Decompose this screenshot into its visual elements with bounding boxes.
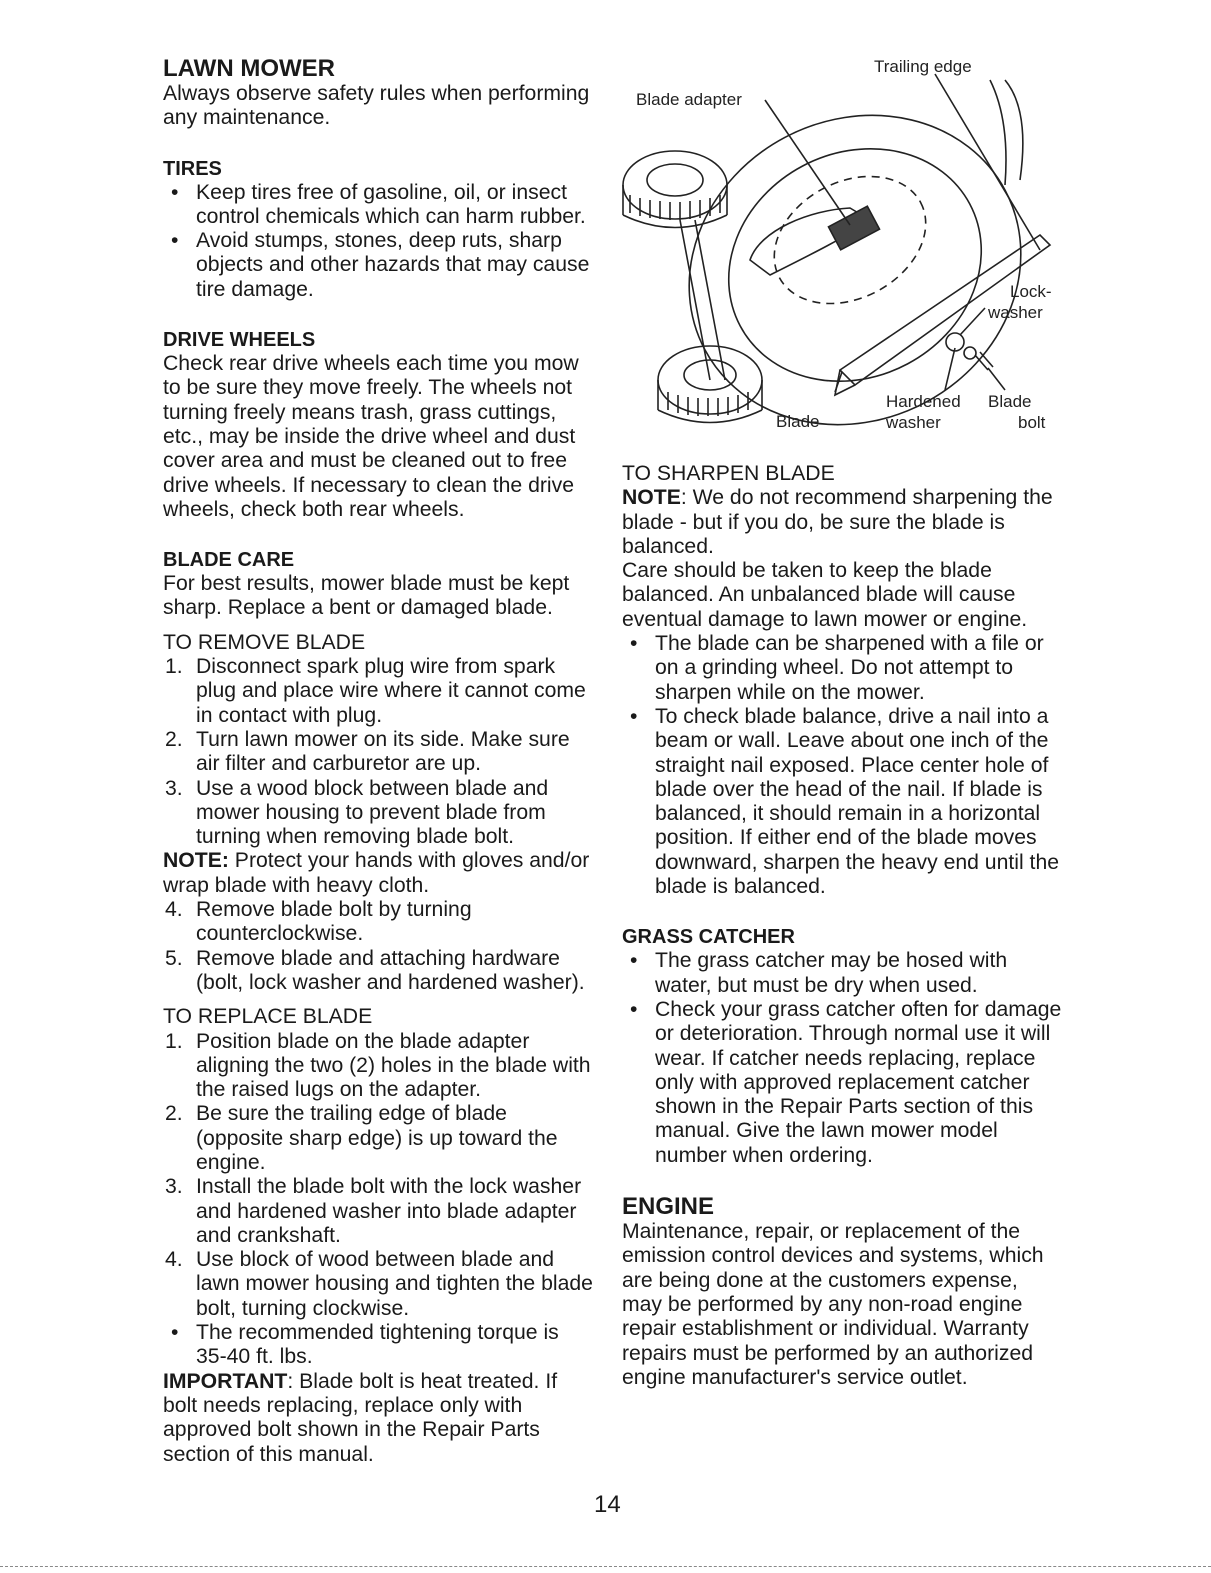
rear-wheel-tread <box>658 380 762 423</box>
remove-blade-note: NOTE: Protect your hands with gloves and/or wrap blade with heavy cloth. <box>163 849 590 897</box>
drive-wheels-text: Check rear drive wheels each time you mow to be sure they move freely. The wheels not turning freely means trash, grass cuttings, etc., may be inside the drive wheel and dust cover area and must be cleaned out to free drive wheels. If necessary to clean the drive wheels, check both rear wheels. <box>163 352 579 521</box>
replace-blade-heading: TO REPLACE BLADE <box>163 1005 373 1029</box>
engine-heading: ENGINE <box>622 1193 715 1221</box>
list-item: 4. Use block of wood between blade and lawn mower housing and tighten the blade bolt, turning clockwise. <box>165 1248 593 1320</box>
label-trailing-edge: Trailing edge <box>874 57 972 76</box>
engine-text: Maintenance, repair, or replacement of the emission control devices and systems, which are being done at the customers expense, may be performed by any non-road engine repair establishment or individual. Warranty repairs must be performed by an authorized engine manufacturer's service outlet. <box>622 1220 1044 1389</box>
list-item: • To check blade balance, drive a nail into a beam or wall. Leave about one inch of the straight nail exposed. Place center hole of blade over the head of the nail. If blade is balanced, it should remain in a horizontal position. If either end of the blade moves downward, sharpen the heavy end until the blade is balanced. <box>630 704 1060 899</box>
important-note: IMPORTANT: Blade bolt is heat treated. If bolt needs replacing, replace only with approved bolt shown in the Repair Parts section of this manual. <box>163 1369 558 1466</box>
list-item: • The blade can be sharpened with a file or on a grinding wheel. Do not attempt to sharpen while on the mower. <box>630 632 1044 704</box>
blade-care-heading: BLADE CARE <box>163 549 295 572</box>
right-column <box>622 462 1062 1390</box>
list-item: 3. Use a wood block between blade and mower housing to prevent blade from turning when removing blade bolt. <box>165 776 549 849</box>
deck-inner <box>688 105 1023 425</box>
list-item: 2. Turn lawn mower on its side. Make sure air filter and carburetor are up. <box>165 727 570 776</box>
front-wheel-hub <box>647 164 703 196</box>
drive-wheels-heading: DRIVE WHEELS <box>163 329 316 352</box>
grass-catcher-list <box>622 949 1062 1168</box>
front-wheel <box>623 151 727 219</box>
rear-wheel-treads <box>668 392 748 416</box>
replace-blade-steps <box>163 1030 595 1370</box>
remove-blade-heading: TO REMOVE BLADE <box>163 630 366 654</box>
lawn-mower-heading: LAWN MOWER <box>163 55 335 82</box>
list-item: 4. Remove blade bolt by turning counterclockwise. <box>165 898 472 946</box>
blade-care-text: For best results, mower blade must be kept sharp. Replace a bent or damaged blade. <box>163 572 570 620</box>
axle <box>680 220 725 380</box>
sharpen-list <box>622 632 1062 899</box>
left-column <box>163 56 595 1467</box>
label-hardened-1: Hardened <box>886 392 961 411</box>
lawn-mower-intro: Always observe safety rules when performing any maintenance. <box>163 82 590 130</box>
list-item: 2. Be sure the trailing edge of blade (opposite sharp edge) is up toward the engine. <box>165 1102 558 1174</box>
label-hardened-2: washer <box>886 413 941 432</box>
remove-blade-steps-continued <box>163 898 595 995</box>
blade-assembly-diagram <box>610 50 1060 445</box>
blade-diagram-svg <box>610 50 1060 445</box>
list-item: 5. Remove blade and attaching hardware (bolt, lock washer and hardened washer). <box>165 946 585 994</box>
tires-list <box>163 181 595 302</box>
hardened-washer-part <box>964 347 976 359</box>
list-item: • The recommended tightening torque is 35-40 ft. lbs. <box>171 1321 559 1369</box>
rear-wheel-hub <box>684 360 736 390</box>
list-item: • Avoid stumps, stones, deep ruts, sharp objects and other hazards that may cause tire damage. <box>171 229 590 301</box>
list-item: • Keep tires free of gasoline, oil, or insect control chemicals which can harm rubber. <box>171 180 586 228</box>
label-lock-washer-1: Lock- <box>1010 282 1052 301</box>
label-blade-bolt-1: Blade <box>988 392 1032 411</box>
trailing-edge-leader <box>935 74 1040 250</box>
label-blade: Blade <box>776 412 820 431</box>
list-item: • Check your grass catcher often for damage or deterioration. Through normal use it will wear. If catcher needs replacing, replace only with approved replacement catcher shown in the Repair Parts section of this manual. Give the lawn mower model number when ordering. <box>630 997 1062 1167</box>
list-item: 1. Disconnect spark plug wire from spark plug and place wire where it cannot come in contact with plug. <box>165 655 586 727</box>
list-item: • The grass catcher may be hosed with water, but must be dry when used. <box>630 949 1008 997</box>
grass-catcher-heading: GRASS CATCHER <box>622 926 795 949</box>
bottom-rule <box>0 1566 1211 1567</box>
list-item: 1. Position blade on the blade adapter aligning the two (2) holes in the blade with the raised lugs on the adapter. <box>165 1029 591 1102</box>
label-blade-bolt-2: bolt <box>1018 413 1046 432</box>
label-blade-adapter: Blade adapter <box>636 90 742 109</box>
blade-bolt-leader <box>988 368 1005 390</box>
tires-heading: TIRES <box>163 157 222 180</box>
remove-blade-steps <box>163 655 595 849</box>
page-number: 14 <box>594 1491 621 1518</box>
sharpen-blade-heading: TO SHARPEN BLADE <box>622 462 835 485</box>
sharpen-text: Care should be taken to keep the blade balanced. An unbalanced blade will cause eventual damage to lawn mower or engine. <box>622 559 1028 631</box>
deck-housing <box>634 58 1060 445</box>
list-item: 3. Install the blade bolt with the lock washer and hardened washer into blade adapter and crankshaft. <box>165 1175 582 1247</box>
sharpen-note: NOTE: We do not recommend sharpening the blade - but if you do, be sure the blade is balanced. <box>622 486 1053 558</box>
adapter-block <box>828 206 879 250</box>
label-lock-washer-2: washer <box>988 303 1043 322</box>
engine-outline <box>990 80 1023 185</box>
